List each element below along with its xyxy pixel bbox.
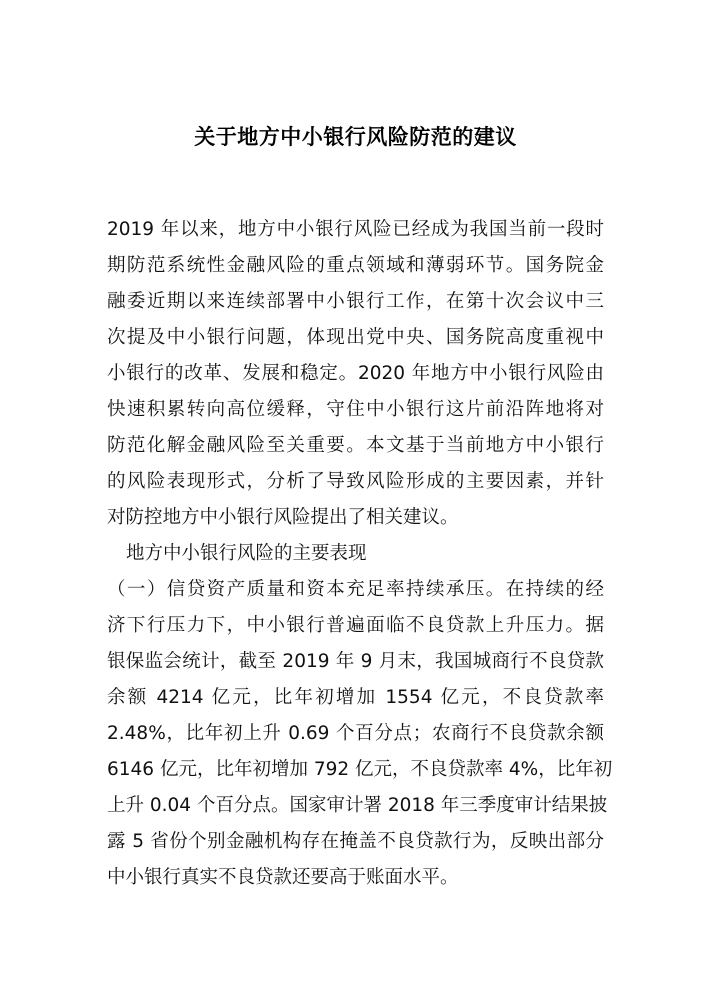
text-line: 防范化解金融风险至关重要。本文基于当前地方中小银行 — [107, 435, 604, 456]
text-line: 6146 亿元，比年初增加 792 亿元，不良贷款率 4%，比年初 — [107, 759, 613, 780]
text-line: 对防控地方中小银行风险提出了相关建议。 — [107, 507, 459, 528]
section-heading: 地方中小银行风险的主要表现 — [126, 543, 367, 564]
text-line: 2019 年以来，地方中小银行风险已经成为我国当前一段时 — [107, 219, 604, 240]
text-line: 银保监会统计，截至 2019 年 9 月末，我国城商行不良贷款 — [107, 651, 604, 672]
intro-paragraph — [107, 212, 604, 536]
text-line: 小银行的改革、发展和稳定。2020 年地方中小银行风险由 — [107, 363, 604, 384]
text-line: 的风险表现形式，分析了导致风险形成的主要因素，并针 — [107, 471, 604, 492]
text-line: 露 5 省份个别金融机构存在掩盖不良贷款行为，反映出部分 — [107, 831, 604, 852]
document-body — [107, 212, 613, 896]
text-line: 快速积累转向高位缓释，守住中小银行这片前沿阵地将对 — [107, 399, 604, 420]
text-line: 融委近期以来连续部署中小银行工作，在第十次会议中三 — [107, 291, 604, 312]
text-line: 2.48%，比年初上升 0.69 个百分点；农商行不良贷款余额 — [107, 723, 604, 744]
text-line: （一）信贷资产质量和资本充足率持续承压。在持续的经 — [107, 579, 604, 600]
section-paragraph — [107, 572, 613, 896]
text-line: 上升 0.04 个百分点。国家审计署 2018 年三季度审计结果披 — [107, 795, 608, 816]
text-line: 次提及中小银行问题，体现出党中央、国务院高度重视中 — [107, 327, 604, 348]
text-line: 济下行压力下，中小银行普遍面临不良贷款上升压力。据 — [107, 615, 604, 636]
text-line: 中小银行真实不良贷款还要高于账面水平。 — [107, 867, 459, 888]
text-line: 余额 4214 亿元，比年初增加 1554 亿元，不良贷款率 — [107, 687, 604, 708]
text-line: 期防范系统性金融风险的重点领域和薄弱环节。国务院金 — [107, 255, 604, 276]
document-title: 关于地方中小银行风险防范的建议 — [194, 125, 517, 149]
